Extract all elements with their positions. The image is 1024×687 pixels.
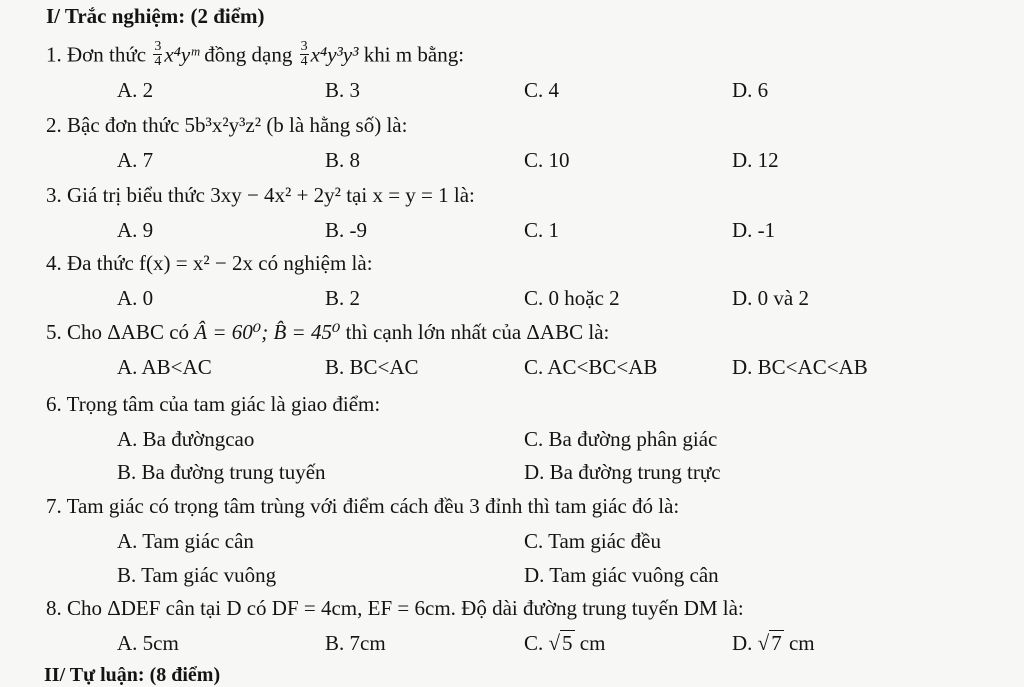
option-d[interactable]: D. BC<AC<AB (732, 355, 868, 379)
option-a[interactable]: A. Tam giác cân (117, 529, 254, 553)
question-2 (46, 115, 407, 136)
option-d[interactable]: D. 0 và 2 (732, 286, 809, 310)
expression: f(x) = x² − 2x (139, 251, 253, 275)
question-text: 2. Bậc đơn thức (46, 113, 180, 137)
option-a[interactable]: A. 0 (117, 286, 154, 310)
option-c[interactable]: C. 0 hoặc 2 (524, 286, 620, 310)
question-4 (46, 253, 373, 274)
option-d[interactable]: D. 6 (732, 78, 769, 102)
option-b[interactable]: B. 7cm (325, 631, 386, 655)
question-text: thì cạnh lớn nhất của (345, 320, 522, 344)
question-text: (b là hằng số) là: (266, 113, 408, 137)
option-letter: D. (732, 631, 753, 655)
fraction: $\frac{3}{4}$ (300, 39, 308, 69)
expression: 5b³x²y³z² (184, 113, 262, 137)
option-a[interactable]: A. 5cm (117, 631, 179, 655)
option-b[interactable]: B. 3 (325, 78, 361, 102)
monomial: x⁴yᵐ (164, 42, 200, 67)
option-d[interactable]: D. 12 (732, 148, 779, 172)
option-c[interactable]: C. Ba đường phân giác (524, 427, 718, 451)
question-text: 3. Giá trị biểu thức (46, 183, 205, 207)
expression: 3xy − 4x² + 2y² (210, 183, 341, 207)
option-d[interactable]: D. Tam giác vuông cân (524, 563, 719, 587)
question-7: 7. Tam giác có trọng tâm trùng với điểm cách đều 3 đỉnh thì tam giác đó là: (46, 494, 680, 518)
question-text: tại (346, 183, 368, 207)
option-a[interactable]: A. 9 (117, 218, 154, 242)
triangle-label: ΔABC (107, 320, 164, 344)
unit: cm (579, 631, 606, 655)
option-d[interactable]: D. Ba đường trung trực (524, 460, 721, 484)
section-heading: I/ Trắc nghiệm: (2 điểm) (46, 4, 265, 28)
question-6: 6. Trọng tâm của tam giác là giao điểm: (46, 392, 381, 416)
option-b[interactable]: B. 8 (325, 148, 361, 172)
option-c[interactable]: C. AC<BC<AB (524, 355, 658, 379)
option-letter: C. (524, 631, 544, 655)
triangle-label: ΔABC (526, 320, 584, 344)
question-text: 1. Đơn thức (46, 42, 147, 67)
question-text: có (169, 320, 190, 344)
unit: cm (788, 631, 815, 655)
question-5 (46, 322, 609, 343)
question-8: 8. Cho ΔDEF cân tại D có DF = 4cm, EF = 6cm. Độ dài đường trung tuyến DM là: (46, 596, 744, 620)
option-b[interactable]: B. Tam giác vuông (117, 563, 277, 587)
question-text: 4. Đa thức (46, 251, 134, 275)
option-c[interactable]: C. 1 (524, 218, 560, 242)
option-d[interactable] (732, 633, 815, 654)
option-c[interactable]: C. Tam giác đều (524, 529, 661, 553)
question-text: có nghiệm là: (258, 251, 373, 275)
option-d[interactable]: D. -1 (732, 218, 776, 242)
question-text: 5. Cho (46, 320, 103, 344)
option-a[interactable]: A. 2 (117, 78, 154, 102)
square-root: √5 (548, 631, 573, 655)
question-3 (46, 185, 475, 206)
option-a[interactable]: A. AB<AC (117, 355, 212, 379)
option-a[interactable]: A. 7 (117, 148, 154, 172)
question-text: là: (588, 320, 610, 344)
angle-a: Â = 60⁰; (194, 320, 269, 344)
option-b[interactable]: B. 2 (325, 286, 361, 310)
option-c[interactable] (524, 633, 605, 654)
fraction: $\frac{3}{4}$ (154, 39, 162, 69)
question-1 (46, 39, 465, 71)
option-c[interactable]: C. 10 (524, 148, 570, 172)
option-c[interactable]: C. 4 (524, 78, 560, 102)
question-text: khi m bằng: (363, 42, 465, 67)
question-text: đồng dạng (204, 42, 293, 67)
question-text: là: (453, 183, 475, 207)
monomial: x⁴y³y³ (310, 42, 359, 67)
option-a[interactable]: A. Ba đườngcao (117, 427, 255, 451)
option-b[interactable]: B. -9 (325, 218, 367, 242)
option-b[interactable]: B. Ba đường trung tuyến (117, 460, 326, 484)
angle-b: B̂ = 45⁰ (273, 320, 341, 344)
condition: x = y = 1 (372, 183, 449, 207)
square-root: √7 (757, 631, 782, 655)
option-b[interactable]: B. BC<AC (325, 355, 419, 379)
section-heading: II/ Tự luận: (8 điểm) (44, 664, 221, 686)
